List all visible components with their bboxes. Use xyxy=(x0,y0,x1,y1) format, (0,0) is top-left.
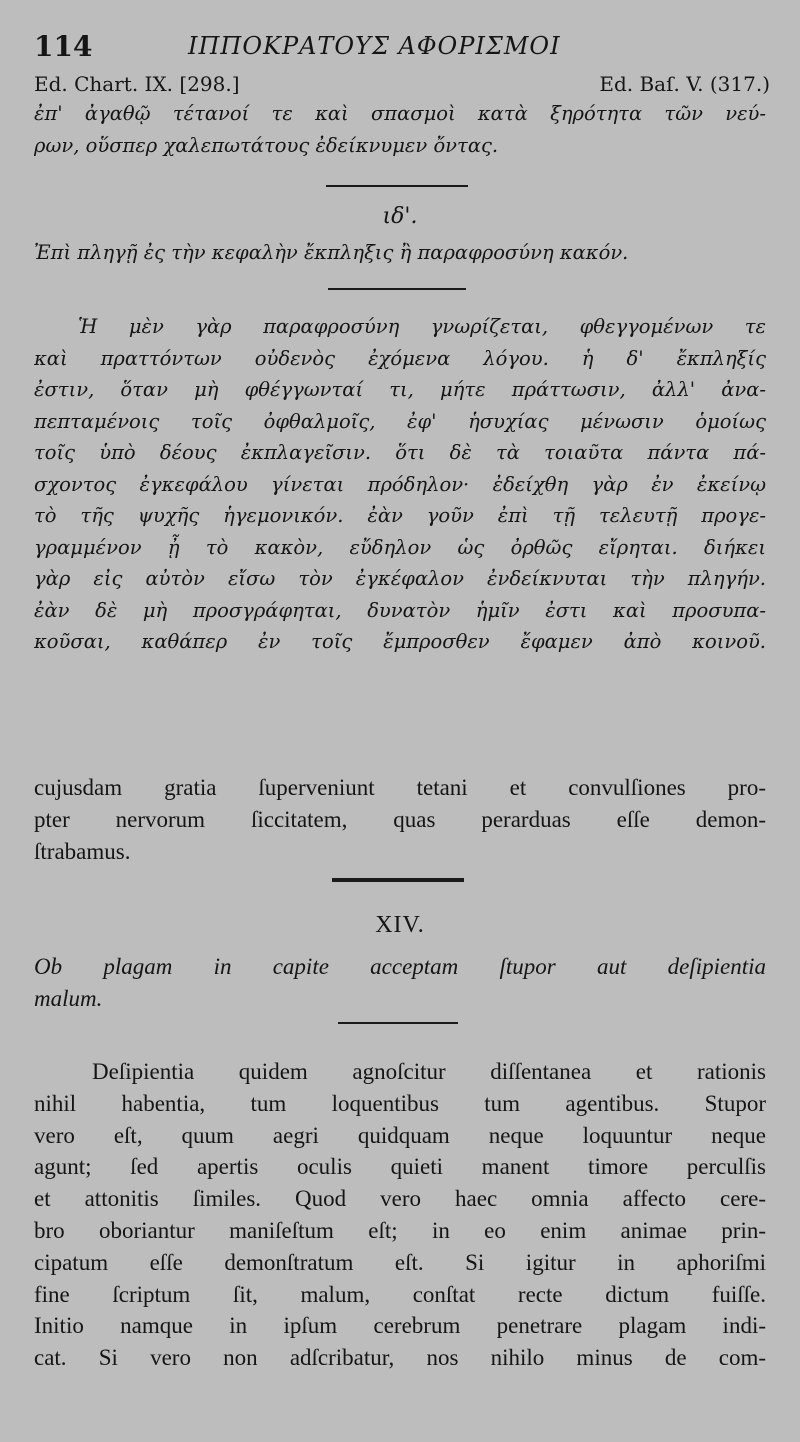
greek-commentary xyxy=(34,311,766,658)
text-line: ρων, οὕσπερ χαλεπωτάτους ἐδείκνυμεν ὄντας. xyxy=(34,133,499,157)
text-line: Deſipientia quidem agnoſcitur diſſentanea et rationis xyxy=(92,1059,766,1084)
edition-references xyxy=(34,72,770,98)
text-line: καὶ πραττόντων οὐδενὸς ἐχόμενα λόγου. ἡ δ' ἔκπληξίς xyxy=(34,346,766,370)
text-line: γραμμένον ᾖ τὸ κακὸν, εὔδηλον ὡς ὀρθῶς εἴρηται. διήκει xyxy=(34,535,766,559)
latin-section-number: XIV. xyxy=(375,912,425,938)
text-line: bro oboriantur maniſeſtum eſt; in eo enim animae prin- xyxy=(34,1217,766,1243)
page-number: 114 xyxy=(34,30,93,63)
text-line: κοῦσαι, καθάπερ ἐν τοῖς ἔμπροσθεν ἔφαμεν ἀπὸ κοινοῦ. xyxy=(34,630,766,653)
latin-intro-paragraph xyxy=(34,772,766,867)
text-line: ἐπ' ἀγαθῷ τέτανοί τε καὶ σπασμοὶ κατὰ ξηρότητα τῶν νεύ- xyxy=(34,102,766,125)
edition-reference-left: Ed. Chart. IX. [298.] xyxy=(34,72,240,96)
latin-commentary xyxy=(34,1056,766,1374)
text-line: fine ſcriptum ſit, malum, conſtat recte dictum fuiſſe. xyxy=(34,1281,766,1307)
text-line: τοῖς ὑπὸ δέους ἐκπλαγεῖσιν. ὅτι δὲ τὰ τοιαῦτα πάντα πά- xyxy=(34,441,766,464)
aphorism-line: malum. xyxy=(34,986,103,1011)
latin-aphorism xyxy=(34,951,766,1015)
text-line: πεπταμένοις τοῖς ὀφθαλμοῖς, ἐφ' ἡσυχίας μένωσιν ὁμοίως xyxy=(34,409,766,433)
aphorism-divider xyxy=(328,288,466,290)
greek-intro-paragraph xyxy=(34,98,766,161)
text-line: pter nervorum ſiccitatem, quas perarduas eſſe demon- xyxy=(34,806,766,832)
running-title: ΙΠΠΟΚΡΑΤΟΥΣ ΑΦΟΡΙΣΜΟΙ xyxy=(188,32,561,60)
text-line: vero eſt, quum aegri quidquam neque loquuntur neque xyxy=(34,1122,766,1148)
aphorism-line: Ob plagam in capite acceptam ſtupor aut deſipientia xyxy=(34,954,766,979)
aphorism-divider xyxy=(338,1022,458,1024)
text-line: agunt; ſed apertis oculis quieti manent timore perculſis xyxy=(34,1154,766,1180)
greek-aphorism xyxy=(34,237,766,269)
aphorism-line: Ἐπὶ πληγῇ ἐς τὴν κεφαλὴν ἔκπληξις ἢ παραφροσύνη κακόν. xyxy=(34,241,629,264)
edition-reference-right: Ed. Baſ. V. (317.) xyxy=(599,72,770,96)
text-line: Initio namque in ipſum cerebrum penetrare plagam indi- xyxy=(34,1313,766,1339)
section-divider xyxy=(326,185,468,187)
text-line: cujusdam gratia ſuperveniunt tetani et convulſiones pro- xyxy=(34,775,766,800)
text-line: nihil habentia, tum loquentibus tum agentibus. Stupor xyxy=(34,1090,766,1116)
greek-section-number: ιδ'. xyxy=(382,204,418,229)
section-divider xyxy=(332,878,464,882)
text-line: ἐὰν δὲ μὴ προσγράφηται, δυνατὸν ἡμῖν ἐστι καὶ προσυπα- xyxy=(34,598,766,622)
text-line: ἐστιν, ὅταν μὴ φθέγγωνταί τι, μήτε πράττωσιν, ἀλλ' ἀνα- xyxy=(34,378,766,401)
text-line: et attonitis ſimiles. Quod vero haec omnia affecto cere- xyxy=(34,1186,766,1212)
text-line: σχοντος ἐγκεφάλου γίνεται πρόδηλον· ἐδείχθη γὰρ ἐν ἐκείνῳ xyxy=(34,472,766,496)
text-line: cat. Si vero non adſcribatur, nos nihilo minus de com- xyxy=(34,1345,766,1371)
text-line: τὸ τῆς ψυχῆς ἡγεμονικόν. ἐὰν γοῦν ἐπὶ τῇ τελευτῇ προγε- xyxy=(34,504,766,527)
page-header xyxy=(34,30,770,70)
text-line: cipatum eſſe demonſtratum eſt. Si igitur in aphoriſmi xyxy=(34,1249,766,1275)
text-line: ſtrabamus. xyxy=(34,838,131,864)
text-line: Ἡ μὲν γὰρ παραφροσύνη γνωρίζεται, φθεγγομένων τε xyxy=(78,315,766,338)
text-line: γὰρ εἰς αὐτὸν εἴσω τὸν ἐγκέφαλον ἐνδείκνυται τὴν πληγήν. xyxy=(34,567,766,590)
